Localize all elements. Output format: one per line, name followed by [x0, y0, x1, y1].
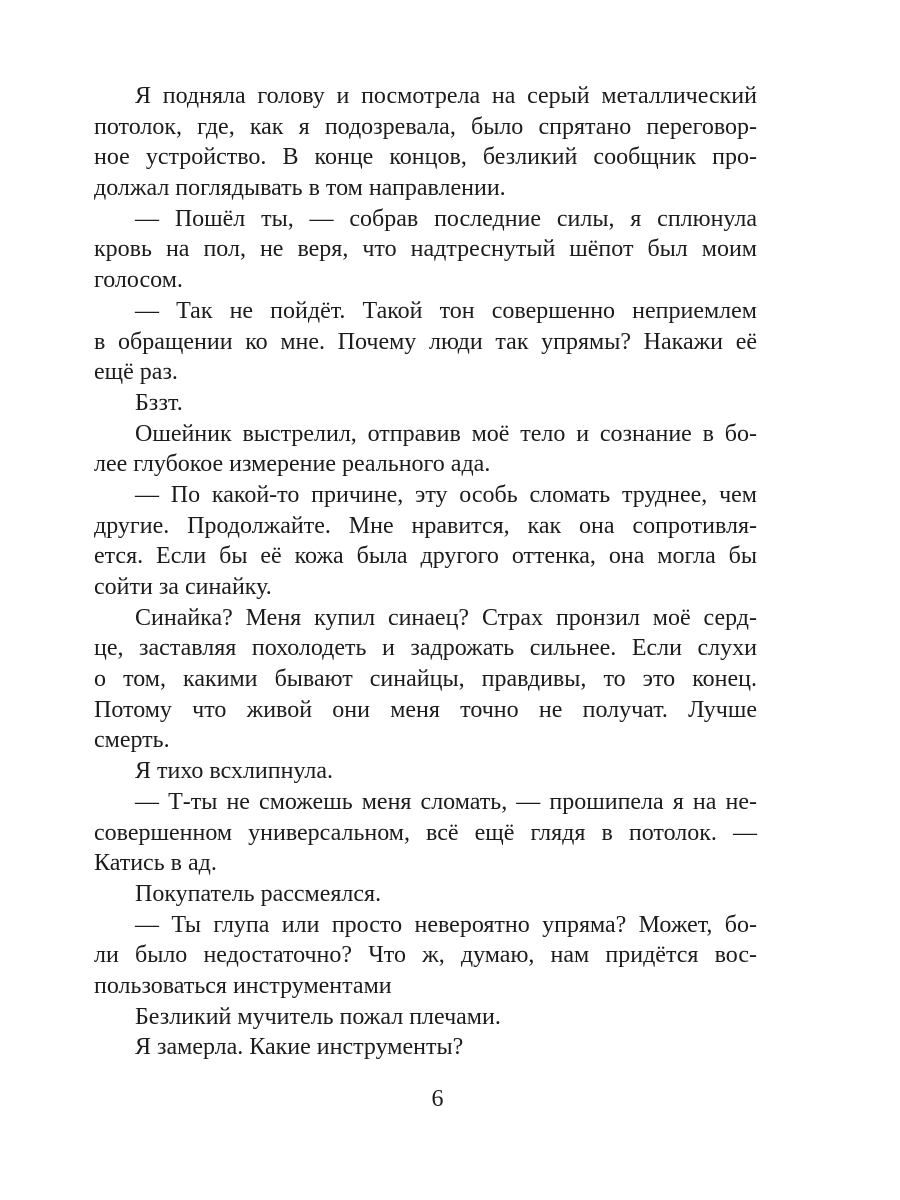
text-line: лее глубокое измерение реального ада.	[94, 451, 491, 478]
text-line: Я подняла голову и посмотрела на серый металлический	[135, 83, 757, 109]
text-line: должал поглядывать в том направлении.	[94, 175, 506, 202]
text-line: — Так не пойдёт. Такой тон совершенно неприемлем	[135, 297, 757, 324]
text-line: Потому что живой они меня точно не получат. Лучше	[94, 696, 757, 723]
text-line: Я тихо всхлипнула.	[135, 758, 334, 785]
text-line: потолок, где, как я подозревала, было спрятано переговор-	[94, 113, 757, 140]
text-line: пользоваться инструментами	[94, 972, 392, 999]
text-line: смерть.	[94, 727, 170, 754]
text-line: совершенном универсальном, всё ещё глядя в потолок. —	[94, 819, 757, 846]
text-line: Я замерла. Какие инструменты?	[135, 1034, 464, 1061]
text-line: ное устройство. В конце концов, безликий сообщник про-	[94, 144, 757, 171]
text-line: Ошейник выстрелил, отправив моё тело и сознание в бо-	[135, 420, 757, 447]
text-line: в обращении ко мне. Почему люди так упрямы? Накажи её	[94, 328, 757, 355]
text-line: — Т-ты не сможешь меня сломать, — прошипела я на не-	[135, 788, 757, 815]
text-line: другие. Продолжайте. Мне нравится, как она сопротивля-	[94, 512, 757, 539]
text-line: о том, какими бывают синайцы, правдивы, то это конец.	[94, 666, 757, 693]
text-line: Катись в ад.	[94, 850, 217, 877]
text-line: — Ты глупа или просто невероятно упряма? Может, бо-	[135, 911, 757, 938]
text-line: Бззт.	[135, 389, 183, 416]
text-line: кровь на пол, не веря, что надтреснутый шёпот был моим	[94, 236, 757, 263]
text-line: Покупатель рассмеялся.	[135, 880, 382, 907]
text-line: голосом.	[94, 267, 183, 294]
text-line: сойти за синайку.	[94, 574, 272, 600]
text-line: — По какой-то причине, эту особь сломать труднее, чем	[135, 481, 757, 508]
text-line: Синайка? Меня купил синаец? Страх пронзил моё серд-	[135, 604, 757, 631]
text-line: ещё раз.	[94, 359, 178, 386]
page-number: 6	[431, 1086, 444, 1112]
text-line: — Пошёл ты, — собрав последние силы, я сплюнула	[135, 205, 757, 232]
text-line: це, заставляя похолодеть и задрожать сильнее. Если слухи	[94, 635, 757, 662]
text-block	[94, 81, 757, 1063]
text-line: ется. Если бы её кожа была другого оттенка, она могла бы	[94, 543, 757, 570]
text-line: Безликий мучитель пожал плечами.	[135, 1003, 501, 1030]
text-line: ли было недостаточно? Что ж, думаю, нам придётся вос-	[94, 942, 757, 969]
